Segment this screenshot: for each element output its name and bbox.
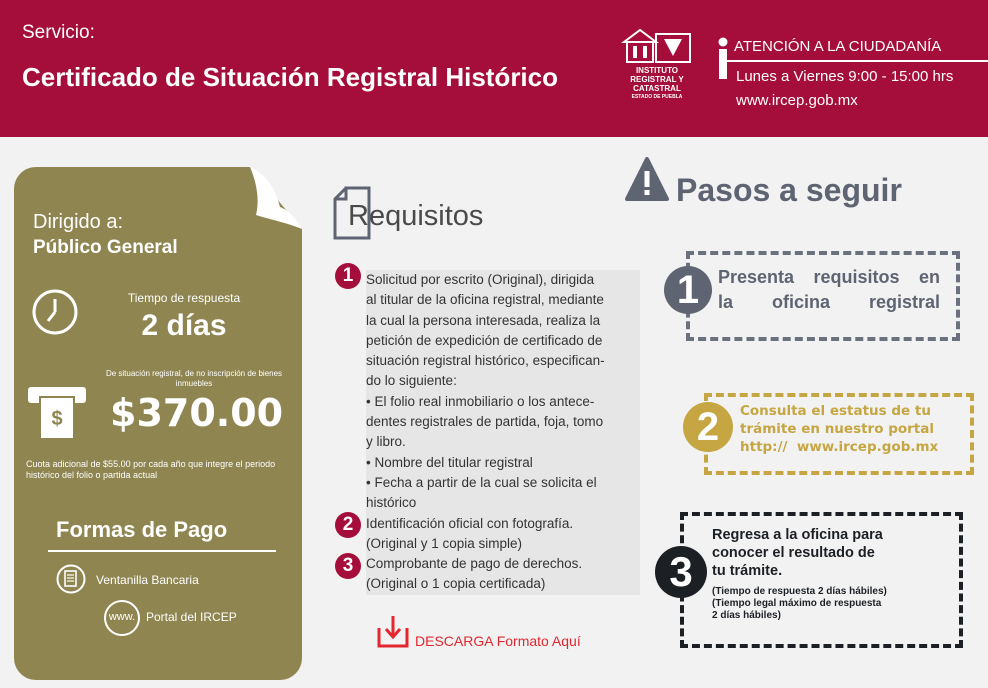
attention-title: ATENCIÓN A LA CIUDADANÍA (734, 38, 942, 55)
web-icon-text: www. (108, 611, 136, 623)
requirement-line: • El folio real inmobiliario o los antece- (366, 393, 595, 409)
requirement-number-2: 2 (335, 512, 361, 538)
requirements-list (366, 270, 640, 595)
requirements-title: Requisitos (348, 200, 484, 232)
step-number-1: 1 (664, 266, 712, 314)
logo-subtitle: ESTADO DE PUEBLA (631, 94, 683, 100)
requirement-2 (366, 514, 640, 555)
requirement-number-3: 3 (335, 553, 361, 579)
extra-fee-note: Cuota adicional de $55.00 por cada año que integre el periodo histórico del folio o partida actual (26, 459, 276, 480)
step-1-text (718, 265, 940, 315)
requirement-line: la cual la persona interesada, realiza la (366, 312, 601, 328)
step-3-note: (Tiempo de respuesta 2 días hábiles) (712, 586, 887, 597)
step-3-note: 2 días hábiles) (712, 610, 781, 621)
attention-divider (722, 60, 988, 62)
step-3-line: tu trámite. (712, 563, 783, 579)
requirement-line: al titular de la oficina registral, mediante (366, 292, 604, 308)
requirement-line: histórico (366, 495, 417, 511)
ircep-logo (618, 26, 696, 106)
step-1-line: Presenta requisitos en (718, 267, 940, 287)
step-2-text (740, 402, 960, 456)
requirement-number-1: 1 (335, 263, 361, 289)
requirement-line: Solicitud por escrito (Original), dirigida (366, 272, 595, 287)
payment-divider (48, 550, 276, 552)
requirement-line: y libro. (366, 434, 406, 450)
requirement-line: • Fecha a partir de la cual se solicita el (366, 474, 597, 490)
step-2-portal-link[interactable]: http:// www.ircep.gob.mx (740, 439, 939, 455)
step-3-line: Regresa a la oficina para (712, 527, 883, 543)
service-card (14, 167, 302, 680)
step-3-text (712, 526, 930, 580)
step-3-line: conocer el resultado de (712, 545, 875, 561)
requirement-line: dentes registrales de partida, foja, tomo (366, 414, 604, 430)
logo-line-2: REGISTRAL Y (630, 75, 684, 84)
price-value: $370.00 (110, 391, 284, 435)
requirement-line: • Nombre del titular registral (366, 454, 533, 470)
download-icon[interactable] (375, 612, 411, 650)
office-hours: Lunes a Viernes 9:00 - 15:00 hrs (736, 68, 954, 85)
requirement-line: situación registral histórico, especifican- (366, 353, 605, 369)
step-2-line: Consulta el estatus de tu (740, 403, 931, 419)
logo-line-3: CATASTRAL (633, 84, 681, 93)
directed-value: Público General (33, 237, 178, 258)
step-number-2: 2 (683, 402, 733, 452)
building-icon (618, 26, 696, 66)
step-3-notes (712, 586, 934, 622)
step-number-3: 3 (655, 546, 707, 598)
requirement-line: do lo siguiente: (366, 373, 457, 389)
clock-icon (30, 287, 80, 337)
payment-title: Formas de Pago (56, 517, 228, 542)
bank-document-icon (56, 564, 86, 594)
directed-label: Dirigido a: (33, 211, 124, 233)
web-portal-icon (102, 599, 142, 637)
requirement-line: (Original y 1 copia simple) (366, 535, 523, 551)
warning-icon (625, 157, 669, 201)
service-label: Servicio: (22, 22, 95, 43)
response-time-label: Tiempo de respuesta (127, 291, 241, 305)
requirement-3 (366, 554, 640, 595)
response-time-value: 2 días (141, 309, 227, 342)
payment-method-bank: Ventanilla Bancaria (96, 573, 199, 587)
atm-cash-icon (26, 385, 88, 443)
requirement-line: Comprobante de pago de derechos. (366, 556, 583, 572)
header-banner (0, 0, 988, 137)
requirement-1 (366, 270, 640, 514)
cost-description: De situación registral, de no inscripción de bienes inmuebles (105, 369, 283, 388)
step-1-line: la oficina registral (718, 292, 940, 312)
step-3-note: (Tiempo legal máximo de respuesta (712, 598, 882, 609)
requirement-line: petición de expedición de certificado de (366, 332, 603, 348)
steps-title: Pasos a seguir (676, 172, 902, 208)
page-curl-decoration (250, 167, 302, 229)
requirement-line: (Original o 1 copia certificada) (366, 576, 546, 592)
website-link[interactable]: www.ircep.gob.mx (736, 92, 858, 109)
requirement-line: Identificación oficial con fotografía. (366, 515, 574, 531)
svg-text:$: $ (51, 408, 63, 430)
step-2-line: trámite en nuestro portal (740, 421, 934, 437)
download-form-link[interactable]: DESCARGA Formato Aquí (415, 633, 581, 649)
payment-method-portal[interactable]: Portal del IRCEP (146, 610, 237, 624)
logo-line-1: INSTITUTO (635, 66, 679, 75)
page-title: Certificado de Situación Registral Histórico (22, 62, 558, 92)
